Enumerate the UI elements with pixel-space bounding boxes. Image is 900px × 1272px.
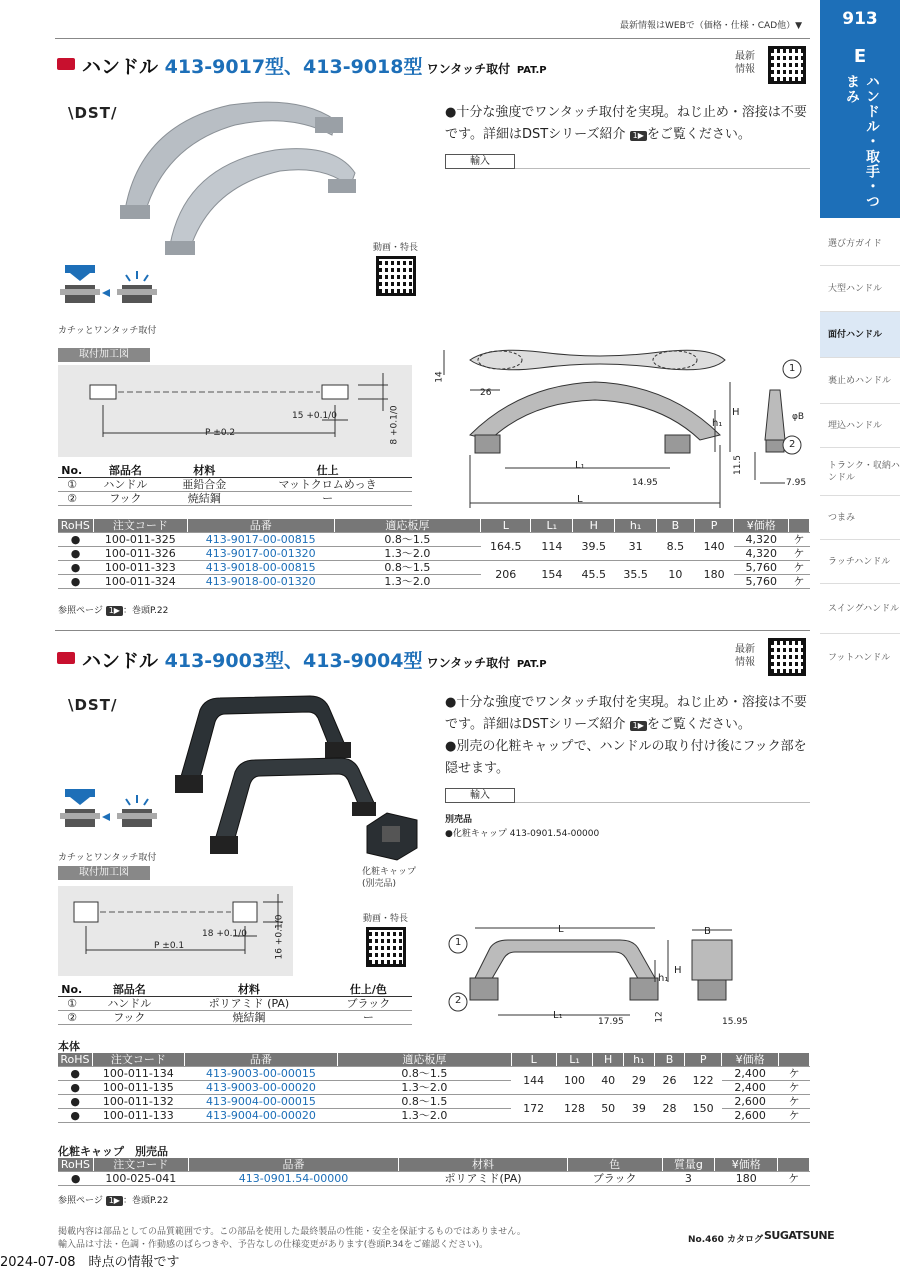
dim-l: L (577, 494, 583, 505)
callout-1: 1 (455, 937, 462, 948)
dim-7-95: 7.95 (786, 478, 807, 488)
mount-drawing-label: 取付加工図 (58, 348, 150, 362)
sidebar-item-recessed[interactable]: 埋込ハンドル (820, 404, 900, 448)
sidebar-item-back-mount[interactable]: 裏止めハンドル (820, 358, 900, 404)
sold-separately-item: ●化粧キャップ 413-0901.54-00000 (445, 829, 600, 839)
mount-dim-18: 18 +0.1/0 (202, 929, 247, 939)
category-letter: E (853, 46, 867, 67)
handle-photo-black (170, 690, 380, 860)
section1-rule (55, 38, 810, 39)
sidebar-item-knob[interactable]: つまみ (820, 496, 900, 540)
dim-h1: h₁ (658, 973, 669, 984)
latest-info-qr[interactable] (768, 638, 806, 676)
info-date: 2024-07-08 時点の情報です (0, 1255, 180, 1270)
cap-table: RoHS 注文コード 品番 材料 色 質量g ¥価格 ● 100-025-041 413-0901.54-00000 ポリアミド(PA) ブラック 3 180 ケ (58, 1158, 810, 1186)
table-row: ● 100-011-324 413-9018-00-01320 1.3～2.0 5,760 ケ (58, 575, 810, 589)
latest-info-qr[interactable] (768, 46, 806, 84)
dst-logo: \DST/ (68, 104, 118, 122)
callout-2: 2 (455, 995, 462, 1006)
table-row: ● 100-011-325 413-9017-00-00815 0.8～1.5 164.5 114 39.5 31 8.5 140 4,320 ケ (58, 533, 810, 547)
sidebar-item-swing[interactable]: スイングハンドル (820, 584, 900, 634)
brand-name: SUGATSUNE (764, 1229, 835, 1242)
catalog-number: No.460 カタログ (688, 1235, 764, 1245)
sidebar-item-trunk[interactable]: トランク・収納ハンドル (820, 448, 900, 496)
footer-disclaimer: 掲載内容は部品としての品質範囲です。この部品を使用した最終製品の性能・安全を保証するものではありません。 輸入品は寸法・色調・作動感のばらつきや、予告なしの仕様変更があります(巻頭P.34をご確認ください)。 (58, 1227, 526, 1250)
parts-table: No. 部品名 材料 仕上/色 ① ハンドル ポリアミド (PA) ブラック ② フック 焼結鋼 ー (58, 983, 412, 1025)
mount-dim-16: 16 +0.1/0 (274, 914, 285, 960)
mount-dim-15: 15 +0.1/0 (292, 411, 337, 421)
spec-table: RoHS 注文コード 品番 適応板厚 L L₁ H h₁ B P ¥価格 ● 100-011-325 413-9017-00-00815 0.8～1.5 164.5 114 39.5 31 8.5 140 4,320 ケ ● 100-011-326 413-9017-00-01320 1.3～2.0 4,320 ケ ● 100-011-323 413-9018-00-00815 0.8～1.5 206 154 45.5 35.5 10 180 5,760 ケ ● 100-011-324 413-9018-00-01320 1.3～2.0 5,760 ケ (58, 519, 810, 589)
tag-line (515, 168, 810, 169)
ref-badge[interactable]: 1▶ (630, 131, 647, 141)
section1-title: ハンドル 413-9017型、413-9018型 ワンタッチ取付 PAT.P (82, 56, 547, 78)
handle-photo-silver (110, 95, 370, 265)
cap-label: 化粧キャップ 別売品 (58, 1145, 168, 1158)
mount-drawing (58, 886, 293, 976)
sidebar-item-latch[interactable]: ラッチハンドル (820, 540, 900, 584)
callout-1: 1 (789, 363, 796, 374)
cosmetic-cap-photo (362, 808, 422, 863)
video-label: 動画・特長 (363, 914, 409, 924)
table-row: ② フック 焼結鋼 ー (58, 492, 412, 506)
cap-caption: 化粧キャップ (別売品) (362, 867, 417, 889)
mount-drawing (58, 365, 412, 457)
tag-line (515, 802, 810, 803)
part-number-link[interactable]: 413-9017-00-01320 (187, 547, 334, 561)
dim-b: B (704, 926, 711, 937)
dim-15-95: 15.95 (722, 1017, 748, 1027)
dim-14-95: 14.95 (632, 478, 658, 488)
callout-2: 2 (789, 439, 796, 450)
mount-dim-p: P ±0.1 (154, 941, 185, 951)
part-number-link[interactable]: 413-9003-00-00020 (184, 1081, 337, 1095)
table-row: ② フック 焼結鋼 ー (58, 1011, 412, 1025)
video-label: 動画・特長 (373, 243, 419, 253)
snap-caption: カチッとワンタッチ取付 (58, 853, 157, 863)
latest-info-label: 最新 情報 (735, 644, 755, 668)
dim-17-95: 17.95 (598, 1017, 624, 1027)
video-qr[interactable] (366, 927, 406, 967)
dim-11-5: 11.5 (733, 454, 744, 476)
handle-dimension-drawing (440, 920, 820, 1030)
web-info-note[interactable]: 最新情報はWEBで（価格・仕様・CAD他）▼ (620, 21, 803, 31)
table-row: ● 100-025-041 413-0901.54-00000 ポリアミド(PA) ブラック 3 180 ケ (58, 1172, 810, 1186)
dim-l1: L₁ (553, 1010, 563, 1021)
dim-l: L (558, 924, 564, 935)
feature-text: ●十分な強度でワンタッチ取付を実現。ねじ止め・溶接は不要です。詳細はDSTシリーズ紹介 1▶ をご覧ください。 (445, 105, 807, 142)
part-number-link[interactable]: 413-9017-00-00815 (187, 533, 334, 547)
sold-separately-title: 別売品 (445, 815, 473, 825)
table-row: ● 100-011-134 413-9003-00-00015 0.8～1.5 144 100 40 29 26 122 2,400 ケ (58, 1067, 810, 1081)
part-number-link[interactable]: 413-9018-00-01320 (187, 575, 334, 589)
sidebar-item-surface[interactable]: 面付ハンドル (820, 312, 900, 358)
section2-title: ハンドル 413-9003型、413-9004型 ワンタッチ取付 PAT.P (82, 650, 547, 672)
dim-phi-b: φB (792, 412, 805, 422)
feature-text: ●十分な強度でワンタッチ取付を実現。ねじ止め・溶接は不要です。詳細はDSTシリーズ紹介 1▶ をご覧ください。 (445, 695, 807, 732)
part-number-link[interactable]: 413-9003-00-00015 (184, 1067, 337, 1081)
table-row: ① ハンドル 亜鉛合金 マットクロムめっき (58, 478, 412, 492)
dst-logo: \DST/ (68, 696, 118, 714)
table-row: ● 100-011-135 413-9003-00-00020 1.3～2.0 2,400 ケ (58, 1081, 810, 1095)
ref-badge[interactable]: 1▶ (106, 606, 123, 616)
category-tab (820, 38, 900, 218)
dim-l1: L₁ (575, 460, 585, 471)
sidebar-item-foot[interactable]: フットハンドル (828, 653, 891, 663)
body-label: 本体 (58, 1040, 80, 1053)
part-number-link[interactable]: 413-0901.54-00000 (188, 1172, 399, 1186)
reference-page: 参照ページ 1▶ ：巻頭P.22 (58, 606, 169, 616)
dim-h: H (674, 965, 682, 976)
ref-badge[interactable]: 1▶ (106, 1196, 123, 1206)
table-row: ● 100-011-132 413-9004-00-00015 0.8～1.5 172 128 50 39 28 150 2,600 ケ (58, 1095, 810, 1109)
brand-logo (57, 652, 75, 664)
ref-badge[interactable]: 1▶ (630, 721, 647, 731)
mount-dim-8: 8 +0.1/0 (389, 405, 400, 445)
table-row: ● 100-011-323 413-9018-00-00815 0.8～1.5 206 154 45.5 35.5 10 180 5,760 ケ (58, 561, 810, 575)
mount-dim-p: P ±0.2 (205, 428, 236, 438)
part-number-link[interactable]: 413-9004-00-00015 (184, 1095, 337, 1109)
part-number-link[interactable]: 413-9004-00-00020 (184, 1109, 337, 1123)
video-qr[interactable] (376, 256, 416, 296)
dim-14: 14 (434, 371, 445, 383)
feature-text-2: ●別売の化粧キャップで、ハンドルの取り付け後にフック部を隠せます。 (445, 739, 807, 776)
brand-logo (57, 58, 75, 70)
import-tag: 輸入 (445, 788, 515, 803)
dim-26: 26 (480, 388, 492, 398)
import-tag: 輸入 (445, 154, 515, 169)
sidebar-item-large[interactable]: 大型ハンドル (820, 266, 900, 312)
table-row: ● 100-011-326 413-9017-00-01320 1.3～2.0 4,320 ケ (58, 547, 810, 561)
snap-caption: カチッとワンタッチ取付 (58, 326, 157, 336)
sidebar-item-guide[interactable]: 選び方ガイド (820, 222, 900, 266)
parts-table: No. 部品名 材料 仕上 ① ハンドル 亜鉛合金 マットクロムめっき ② フック 焼結鋼 ー (58, 464, 412, 506)
page-number: 913 (820, 0, 900, 38)
snap-illustration (60, 263, 160, 308)
table-row: ● 100-011-133 413-9004-00-00020 1.3～2.0 2,600 ケ (58, 1109, 810, 1123)
reference-page: 参照ページ 1▶ ：巻頭P.22 (58, 1196, 169, 1206)
dim-12: 12 (654, 1011, 665, 1023)
latest-info-label: 最新 情報 (735, 51, 755, 75)
snap-illustration (60, 787, 160, 832)
dim-h1: h₁ (712, 418, 723, 429)
mount-drawing-label: 取付加工図 (58, 866, 150, 880)
dim-h: H (732, 407, 740, 418)
section2-rule (55, 630, 810, 631)
table-row: ① ハンドル ポリアミド (PA) ブラック (58, 997, 412, 1011)
spec-table: RoHS 注文コード 品番 適応板厚 L L₁ H h₁ B P ¥価格 ● 100-011-134 413-9003-00-00015 0.8～1.5 144 100 40 29 26 122 2,400 ケ ● 100-011-135 413-9003-00-00020 1.3～2.0 2,400 ケ ● 100-011-132 413-9004-00-00015 0.8～1.5 172 128 50 39 28 150 2,600 ケ ● 100-011-133 413-9004-00-00020 1.3～2.0 2,600 ケ (58, 1053, 810, 1123)
part-number-link[interactable]: 413-9018-00-00815 (187, 561, 334, 575)
category-title: ハンドル・取手・つまみ (844, 74, 880, 209)
handle-dimension-drawing (430, 340, 820, 520)
